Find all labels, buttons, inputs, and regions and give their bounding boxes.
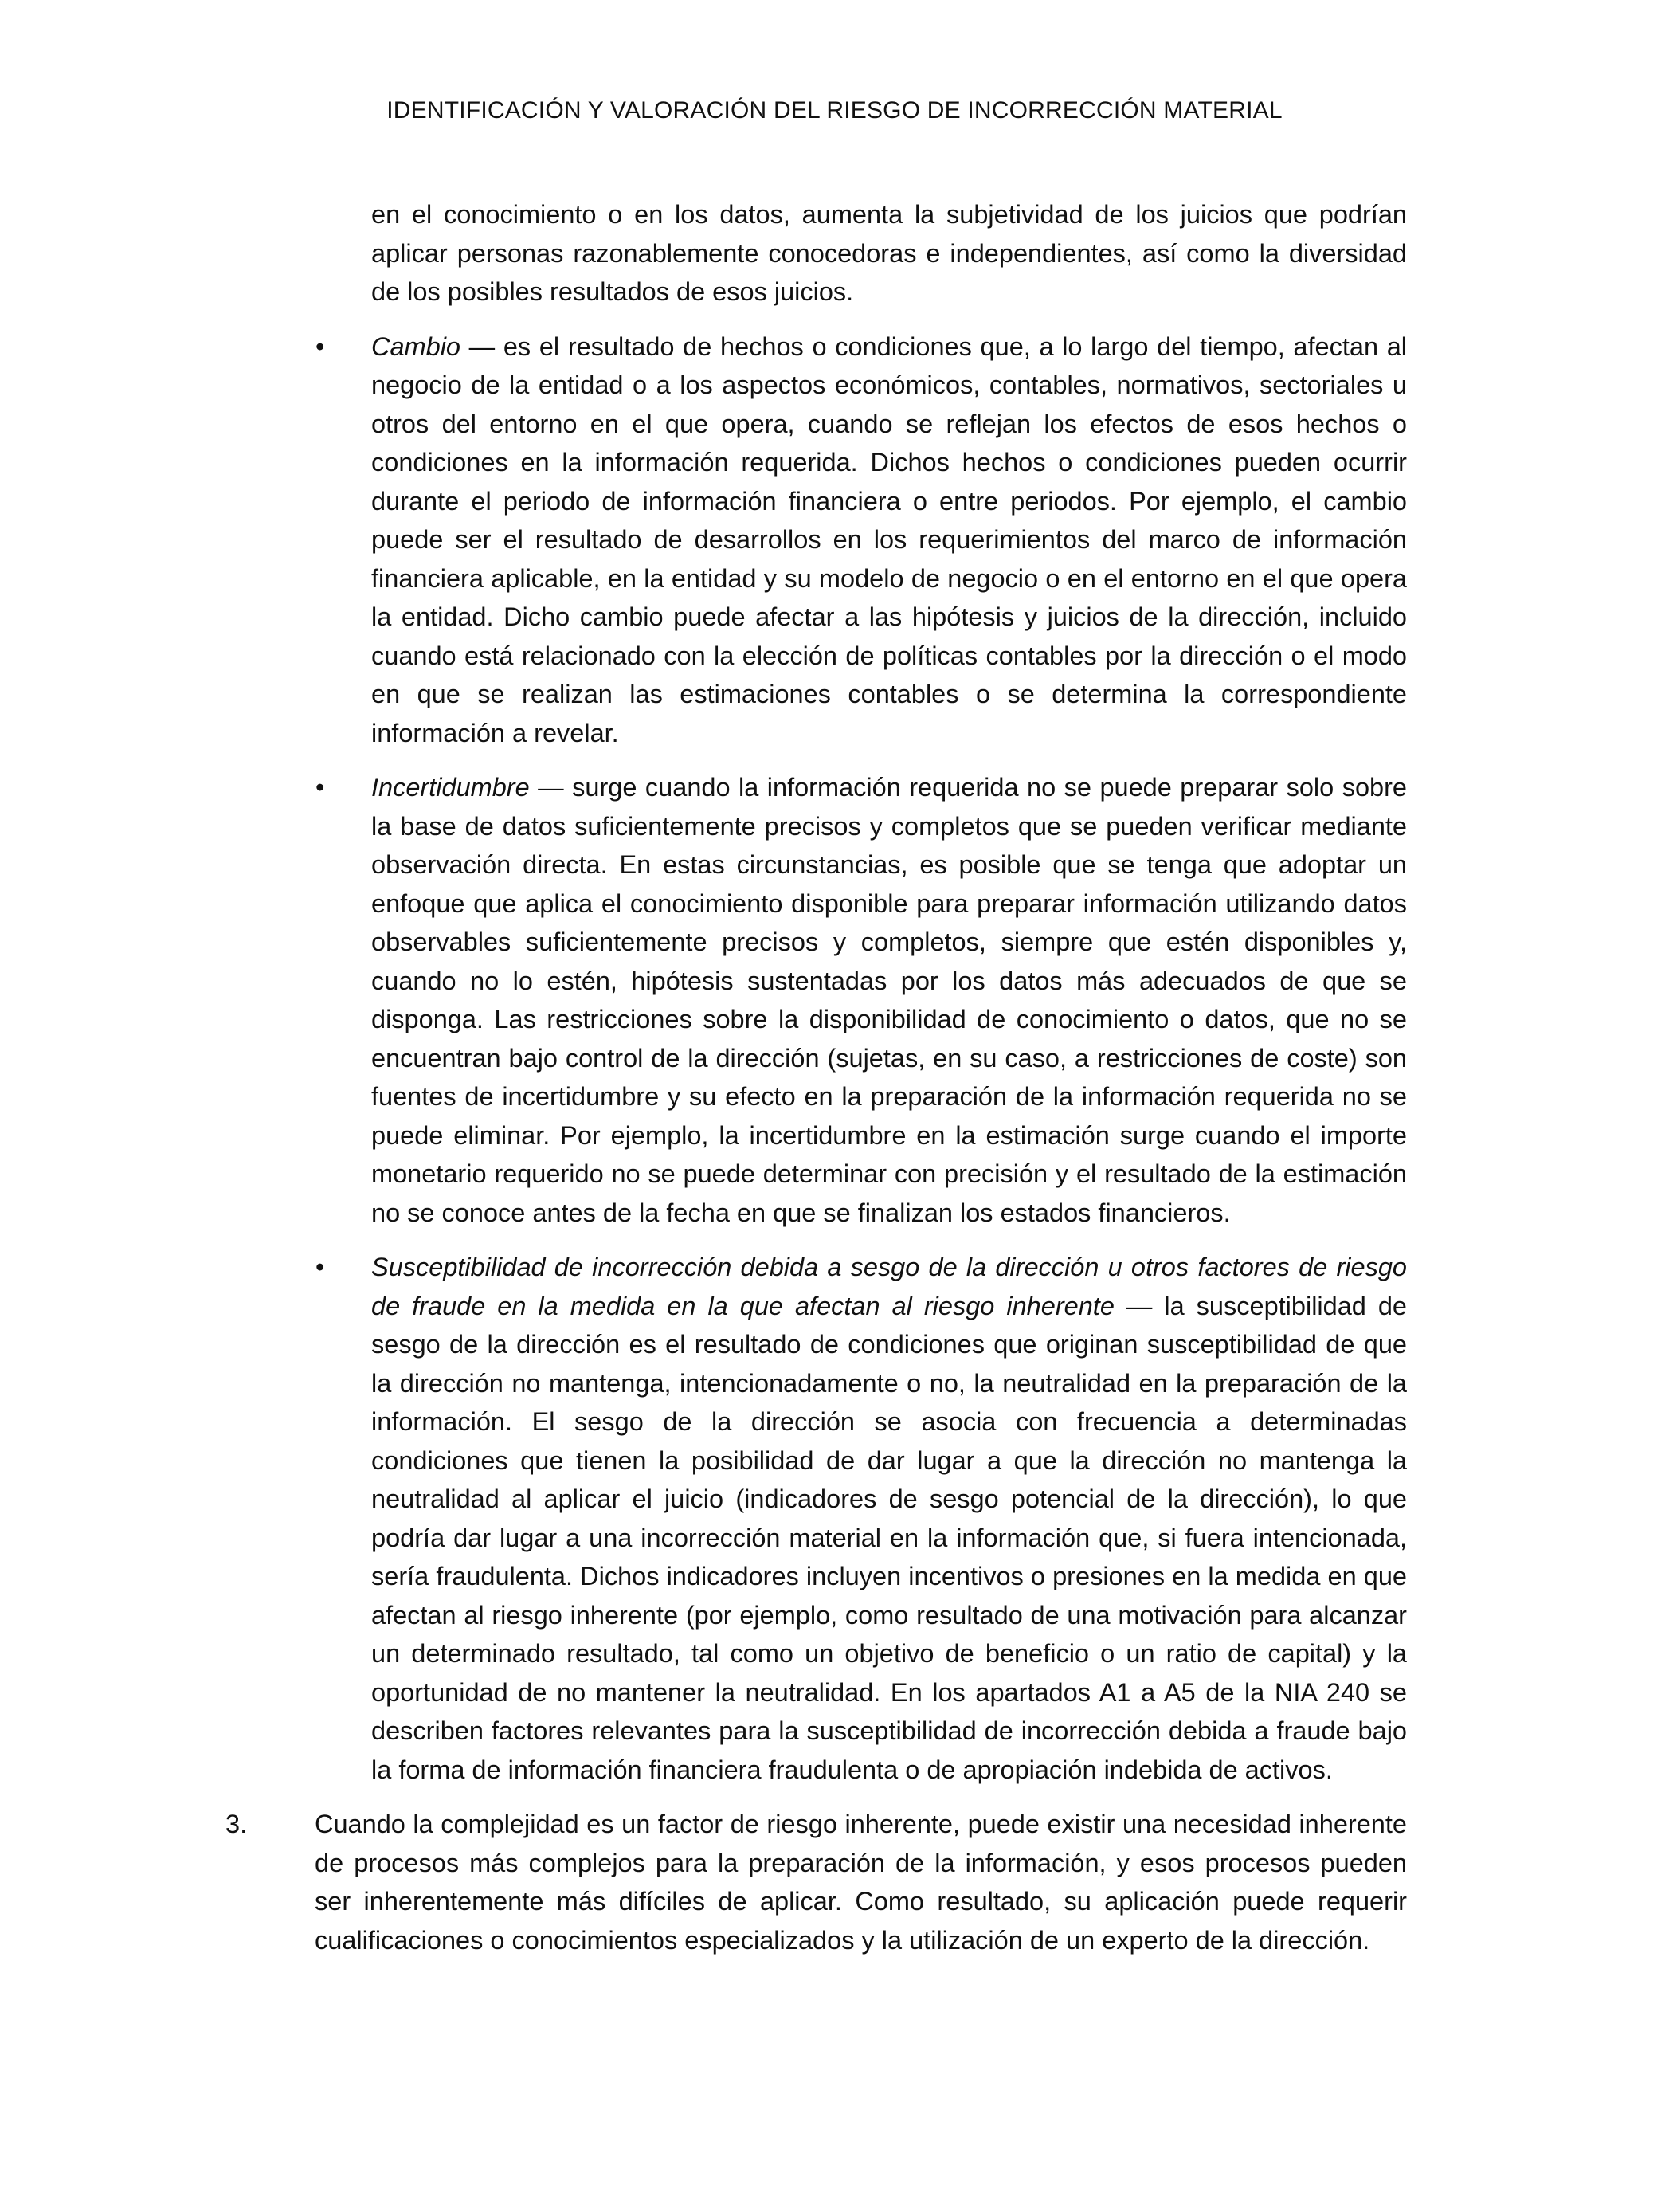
bullet-text: — es el resultado de hechos o condiciones que, a lo largo del tiempo, afectan al negocio de la entidad o a los aspectos económicos, contables, normativos, sectoriales u otros del entorno en el que opera, cuando se reflejan los efectos de esos hechos o condiciones en la información requerida. Dichos hechos o condiciones pueden ocurrir durante el periodo de información financiera o entre periodos. Por ejemplo, el cambio puede ser el resultado de desarrollos en los requerimientos del marco de información financiera aplicable, en la entidad y su modelo de negocio o en el entorno en el que opera la entidad. Dicho cambio puede afectar a las hipótesis y juicios de la dirección, incluido cuando está relacionado con la elección de políticas contables por la dirección o el modo en que se realizan las estimaciones contables o se determina la correspondiente información a revelar. — [371, 331, 1407, 747]
bullet-text: — surge cuando la información requerida no se puede preparar solo sobre la base de datos suficientemente precisos y completos que se pueden verificar mediante observación directa. En estas circunstancias, es posible que se tenga que adoptar un enfoque que aplica el conocimiento disponible para preparar información utilizando datos observables suficientemente precisos y completos, siempre que estén disponibles y, cuando no lo estén, hipótesis sustentadas por los datos más adecuados de que se disponga. Las restricciones sobre la disponibilidad de conocimiento o datos, que no se encuentran bajo control de la dirección (sujetas, en su caso, a restricciones de coste) son fuentes de incertidumbre y su efecto en la preparación de la información requerida no se puede eliminar. Por ejemplo, la incertidumbre en la estimación surge cuando el importe monetario requerido no se puede determinar con precisión y el resultado de la estimación no se conoce antes de la fecha en que se finalizan los estados financieros. — [371, 773, 1407, 1227]
numbered-paragraph-3 — [225, 1805, 1407, 1959]
bullet-term: Cambio — [371, 331, 460, 361]
bullet-term: Incertidumbre — [371, 773, 530, 802]
bullet-item-cambio — [315, 327, 1407, 753]
paragraph-number: 3. — [225, 1810, 248, 1838]
bullet-item-incertidumbre — [315, 768, 1407, 1232]
document-body — [0, 195, 1669, 1959]
numbered-paragraph-text: Cuando la complejidad es un factor de riesgo inherente, puede existir una necesidad inherente de procesos más complejos para la preparación de la información, y esos procesos pueden ser inherentemente más difíciles de aplicar. Como resultado, su aplicación puede requerir cualificaciones o conocimientos especializados y la utilización de un experto de la dirección. — [315, 1810, 1407, 1955]
page-header: IDENTIFICACIÓN Y VALORACIÓN DEL RIESGO DE INCORRECCIÓN MATERIAL — [386, 97, 1283, 124]
bullet-marker: • — [315, 331, 325, 361]
bullet-paragraph — [371, 768, 1407, 1232]
bullet-text: — la susceptibilidad de sesgo de la dirección es el resultado de condiciones que originan susceptibilidad de que la dirección no mantenga, intencionadamente o no, la neutralidad en la preparación de la información. El sesgo de la dirección se asocia con frecuencia a determinadas condiciones que tienen la posibilidad de dar lugar a que la dirección no mantenga la neutralidad al aplicar el juicio (indicadores de sesgo potencial de la dirección), lo que podría dar lugar a una incorrección material en la información que, si fuera intencionada, sería fraudulenta. Dichos indicadores incluyen incentivos o presiones en la medida en que afectan al riesgo inherente (por ejemplo, como resultado de una motivación para alcanzar un determinado resultado, tal como un objetivo de beneficio o un ratio de capital) y la oportunidad de no mantener la neutralidad. En los apartados A1 a A5 de la NIA 240 se describen factores relevantes para la susceptibilidad de incorrección debida a fraude bajo la forma de información financiera fraudulenta o de apropiación indebida de activos. — [371, 1291, 1407, 1784]
bullet-marker: • — [315, 773, 325, 802]
bullet-term: Susceptibilidad de incorrección debida a sesgo de la dirección u otros factores de riesgo de fraude en la medida en la que afectan al riesgo inherente — [371, 1253, 1407, 1320]
bullet-item-susceptibilidad — [315, 1248, 1407, 1789]
bullet-paragraph — [371, 1248, 1407, 1789]
bullet-marker: • — [315, 1253, 325, 1281]
bullet-paragraph — [371, 327, 1407, 753]
lead-paragraph: en el conocimiento o en los datos, aumenta la subjetividad de los juicios que podrían aplicar personas razonablemente conocedoras e independientes, así como la diversidad de los posibles resultados de esos juicios. — [371, 200, 1407, 306]
